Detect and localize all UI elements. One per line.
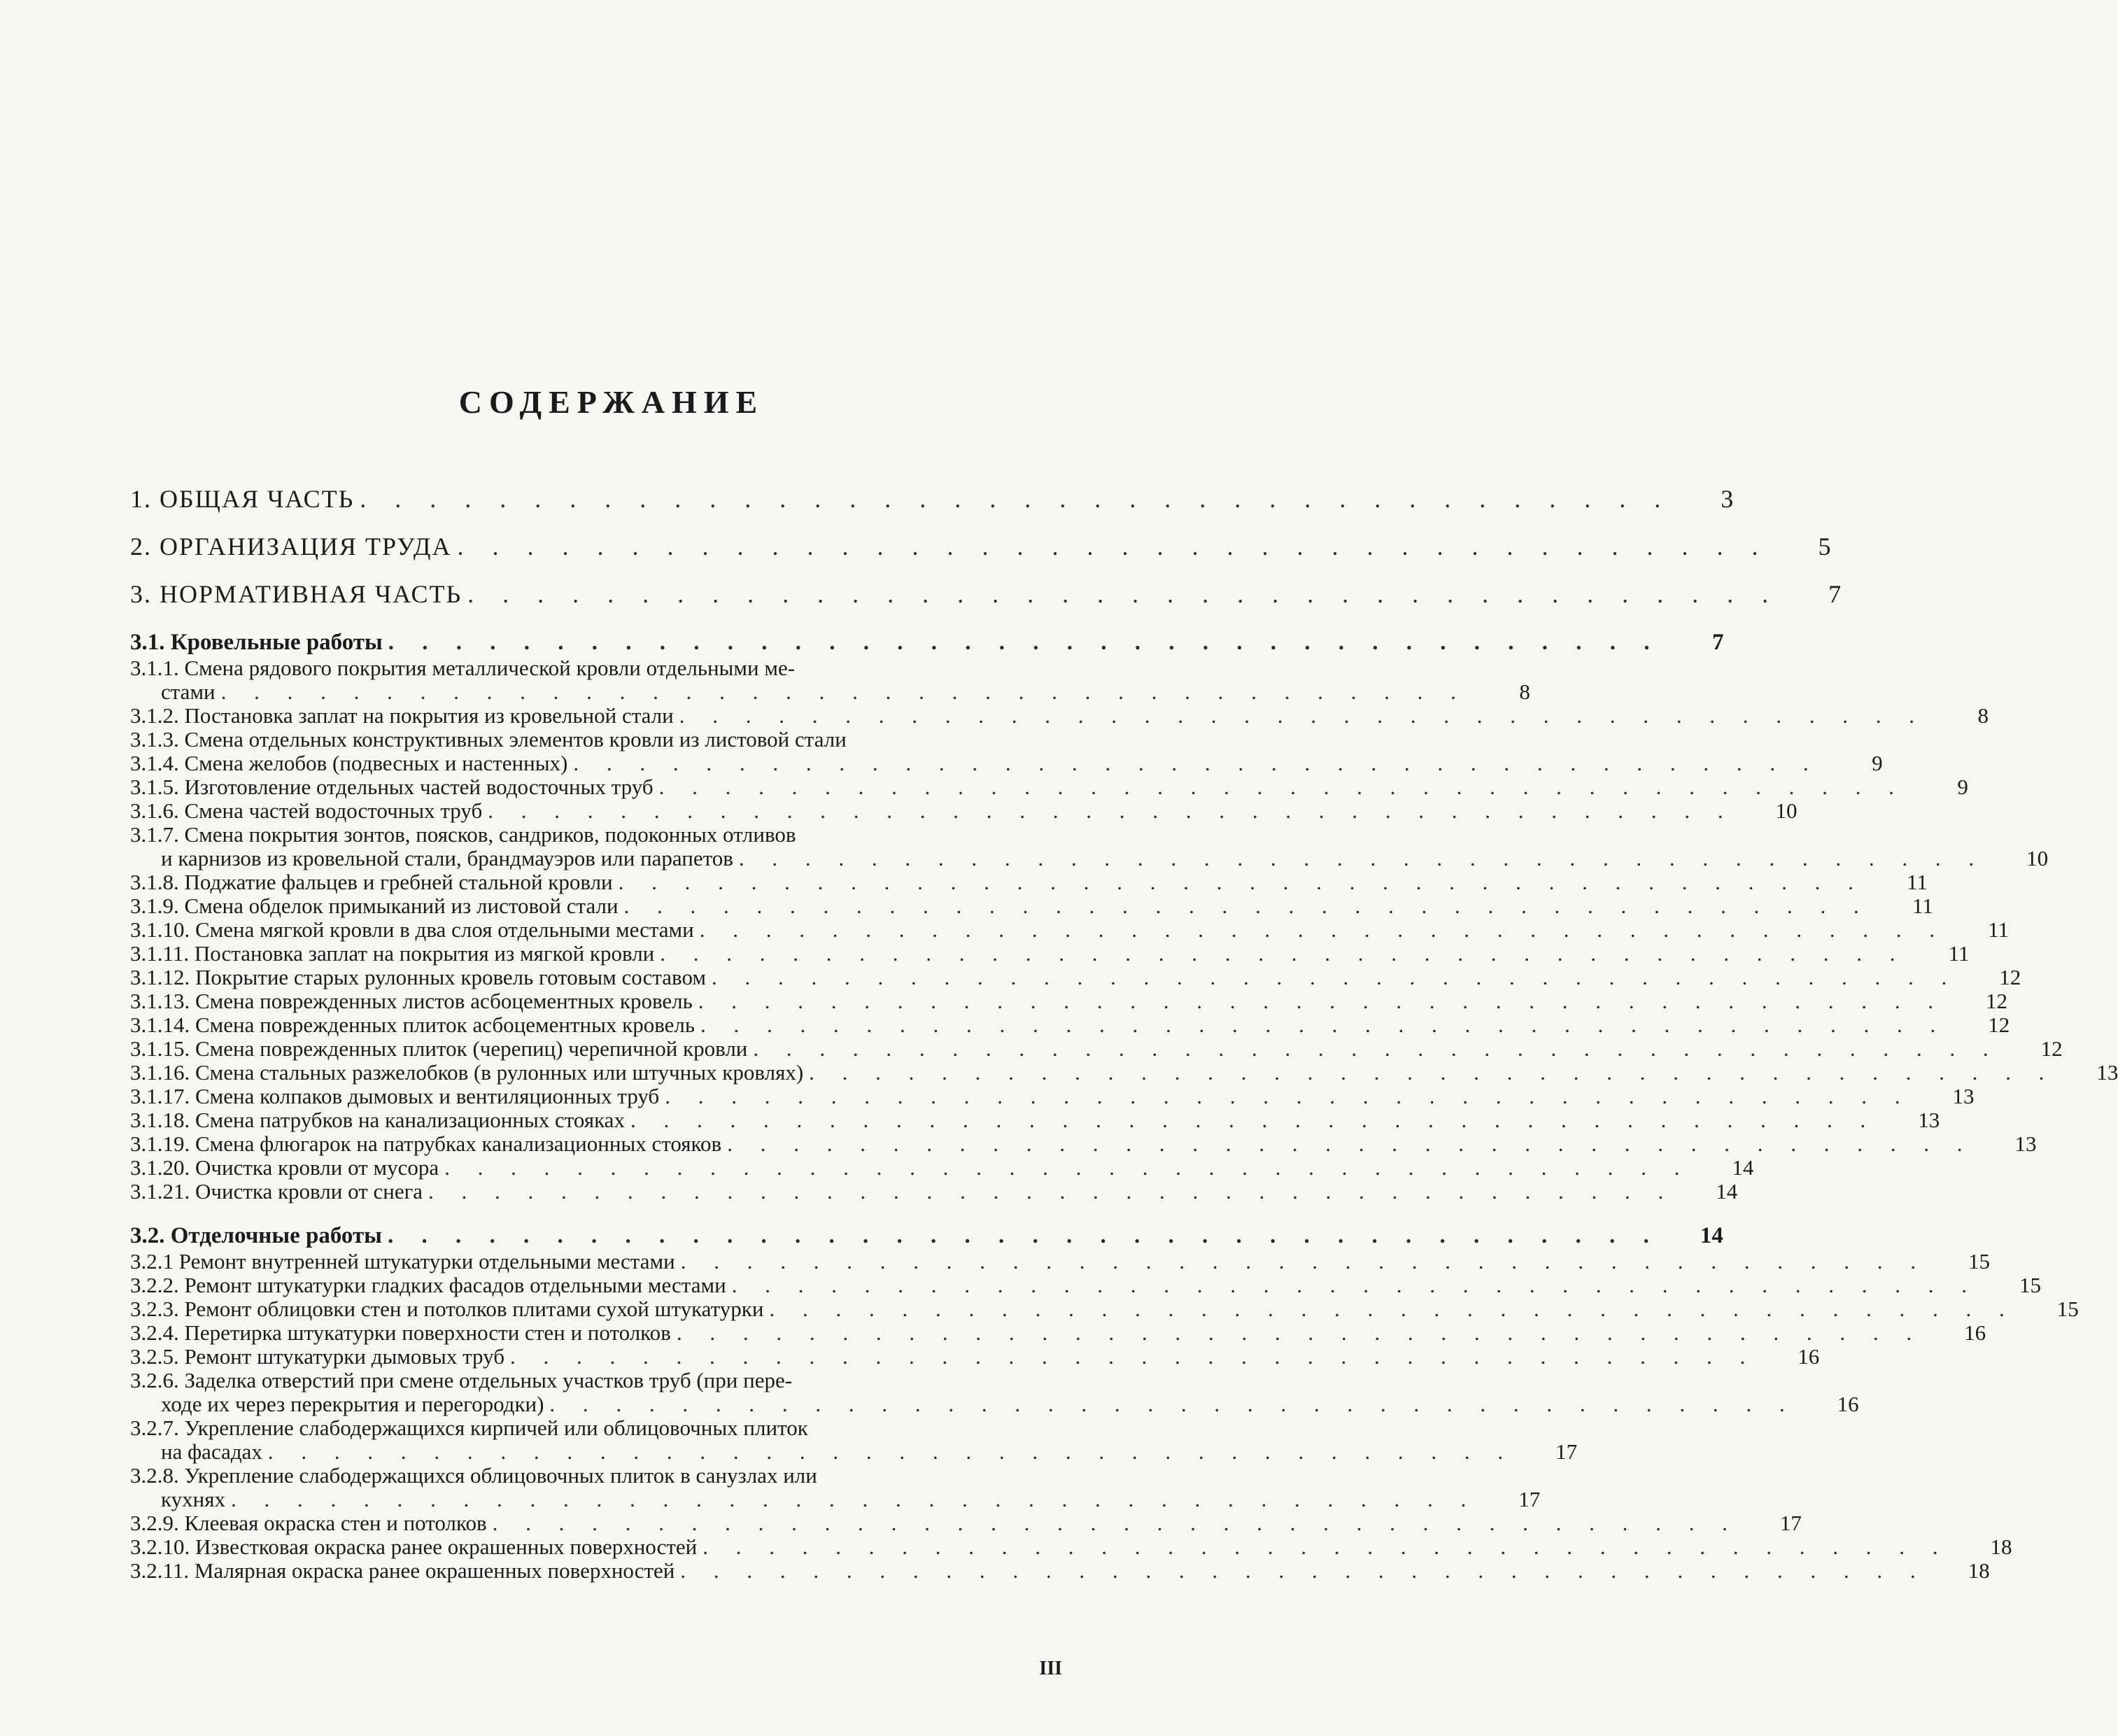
leader-dots: . . . . . . . . . . . . . . . . . . . . . . . . . . . . . . . . . . . . . . — [738, 846, 1986, 870]
toc-item-3-2-11[interactable] — [130, 1558, 1990, 1583]
toc-item-3-2-4[interactable] — [130, 1320, 1986, 1345]
toc-item-3-1-19[interactable] — [130, 1131, 2037, 1156]
toc-page-number: 12 — [1999, 965, 2021, 989]
toc-entry-label: 2. ОРГАНИЗАЦИЯ ТРУДА — [130, 532, 452, 560]
toc-page-number: 12 — [1988, 1012, 2010, 1037]
toc-item-3-1-12[interactable] — [130, 965, 2021, 989]
leader-dots: . . . . . . . . . . . . . . . . . . . . . . . . . . . . . . . . . . . . . . — [488, 798, 1735, 823]
toc-page-number: 16 — [1964, 1320, 1986, 1345]
toc-entry-label: 1. ОБЩАЯ ЧАСТЬ — [130, 485, 355, 513]
leader-dots: . . . . . . . . . . . . . . . . . . . . . . . . . . . . . . . . . . . . . . — [457, 532, 1770, 560]
toc-item-3-1-21[interactable] — [130, 1179, 1738, 1204]
toc-item-3-2-6-cont[interactable] — [130, 1392, 1859, 1416]
leader-dots: . . . . . . . . . . . . . . . . . . . . . . . . . . . . . . . . . . . . . . — [769, 1297, 2016, 1321]
toc-item-label: 3.2.4. Перетирка штукатурки поверхности стен и потолков — [130, 1320, 671, 1345]
toc-page-number: 17 — [1779, 1511, 1802, 1535]
toc-item-3-2-10[interactable] — [130, 1534, 2012, 1559]
leader-dots: . . . . . . . . . . . . . . . . . . . . . . . . . . . . . . . . . . . . . . — [444, 1155, 1691, 1180]
toc-page-number: 18 — [1968, 1558, 1990, 1583]
toc-item-label: 3.1.13. Смена поврежденных листов асбоцементных кровель — [130, 989, 693, 1013]
toc-item-3-1-8[interactable] — [130, 870, 1928, 894]
toc-item-label: ходе их через перекрытия и перегородки) — [161, 1392, 544, 1416]
toc-page-number: 12 — [2040, 1036, 2063, 1061]
leader-dots: . . . . . . . . . . . . . . . . . . . . . . . . . . . . . . . . . . . . . . — [230, 1487, 1478, 1511]
toc-item-label: 3.1.14. Смена поврежденных плиток асбоцементных кровель — [130, 1012, 696, 1037]
toc-item-3-1-14[interactable] — [130, 1012, 2010, 1037]
toc-page-number: 12 — [1986, 989, 2008, 1013]
toc-section-3-1[interactable] — [130, 628, 1724, 656]
toc-page-number: 15 — [2056, 1297, 2079, 1321]
toc-item-3-1-4[interactable] — [130, 751, 1883, 775]
toc-entry-3[interactable] — [130, 578, 1843, 610]
table-of-contents — [130, 467, 2118, 1583]
toc-item-label: 3.1.16. Смена стальных разжелобков (в рулонных или штучных кровлях) — [130, 1060, 804, 1085]
toc-page-number: 17 — [1555, 1439, 1578, 1464]
toc-item-3-2-1[interactable] — [130, 1249, 1990, 1273]
toc-item-label: 3.2.7. Укрепление слабодержащихся кирпичей или облицовочных плиток — [130, 1416, 808, 1440]
toc-item-label: 3.1.12. Покрытие старых рулонных кровель готовым составом — [130, 965, 706, 989]
toc-item-label: 3.2.6. Заделка отверстий при смене отдельных участков труб (при пере- — [130, 1368, 793, 1392]
toc-item-3-1-15[interactable] — [130, 1036, 2063, 1061]
leader-dots: . . . . . . . . . . . . . . . . . . . . . . . . . . . . . . . . . . . . . . — [731, 1273, 1978, 1297]
toc-page-number: 7 — [1712, 630, 1724, 655]
toc-page-number: 3 — [1721, 485, 1735, 513]
toc-page-number: 10 — [2026, 846, 2049, 870]
toc-item-3-1-6[interactable] — [130, 798, 1798, 823]
leader-dots: . . . . . . . . . . . . . . . . . . . . . . . . . . . . . . . . . . . . . . — [492, 1511, 1739, 1535]
toc-item-3-1-1-cont[interactable] — [130, 679, 1530, 704]
toc-item-3-2-8[interactable] — [130, 1464, 1040, 1488]
toc-item-label: 3.1.19. Смена флюгарок на патрубках канализационных стояков — [130, 1131, 722, 1156]
toc-item-label: стами — [161, 679, 216, 704]
toc-page-number: 15 — [1968, 1249, 1990, 1273]
toc-item-label: 3.2.2. Ремонт штукатурки гладких фасадов отдельными местами — [130, 1273, 726, 1297]
toc-page-number: 13 — [1918, 1108, 1940, 1132]
leader-dots: . . . . . . . . . . . . . . . . . . . . . . . . . . . . . . . . . . . . . . — [703, 1534, 1949, 1559]
toc-item-label: 3.1.17. Смена колпаков дымовых и вентиляционных труб — [130, 1084, 660, 1108]
toc-item-3-2-8-cont[interactable] — [130, 1487, 1541, 1511]
toc-item-3-1-3[interactable] — [130, 728, 1040, 751]
toc-item-label: 3.2.11. Малярная окраска ранее окрашенных поверхностей — [130, 1558, 675, 1583]
toc-item-3-1-13[interactable] — [130, 989, 2008, 1013]
toc-item-3-1-11[interactable] — [130, 941, 1970, 966]
leader-dots: . . . . . . . . . . . . . . . . . . . . . . . . . . . . . . . . . . . . . . — [676, 1320, 1923, 1345]
toc-item-3-2-7[interactable] — [130, 1416, 1040, 1440]
toc-item-label: 3.1.6. Смена частей водосточных труб — [130, 798, 483, 823]
leader-dots: . . . . . . . . . . . . . . . . . . . . . . . . . . . . . . . . . . . . . . — [660, 941, 1907, 966]
leader-dots: . . . . . . . . . . . . . . . . . . . . . . . . . . . . . . . . . . . . . . — [679, 703, 1926, 728]
toc-item-label: 3.2.8. Укрепление слабодержащихся облицовочных плиток в санузлах или — [130, 1463, 817, 1488]
toc-page-number: 14 — [1716, 1179, 1738, 1204]
toc-page-number: 9 — [1957, 775, 1968, 799]
toc-item-label: 3.1.7. Смена покрытия зонтов, поясков, сандриков, подоконных отливов — [130, 822, 796, 847]
leader-dots: . . . . . . . . . . . . . . . . . . . . . . . . . . . . . . . . . . . . . . — [658, 775, 1905, 799]
toc-page-number: 7 — [1828, 580, 1843, 608]
toc-item-label: 3.1.15. Смена поврежденных плиток (черепиц) черепичной кровли — [130, 1036, 748, 1061]
toc-entry-label: 3. НОРМАТИВНАЯ ЧАСТЬ — [130, 580, 463, 608]
toc-item-label: 3.2.3. Ремонт облицовки стен и потолков плитами сухой штукатурки — [130, 1297, 764, 1321]
leader-dots: . . . . . . . . . . . . . . . . . . . . . . . . . . . . . . . . . . . . . . — [549, 1392, 1796, 1416]
toc-item-3-1-7[interactable] — [130, 823, 1040, 847]
toc-item-3-1-7-cont[interactable] — [130, 846, 2049, 870]
toc-item-label: 3.1.20. Очистка кровли от мусора — [130, 1155, 439, 1180]
toc-page-number: 11 — [1988, 917, 2010, 942]
toc-item-3-1-16[interactable] — [130, 1060, 2118, 1085]
toc-item-3-2-3[interactable] — [130, 1297, 2079, 1321]
leader-dots: . . . . . . . . . . . . . . . . . . . . . . . . . . . . . . . . . . . . . . — [753, 1036, 2000, 1061]
leader-dots: . . . . . . . . . . . . . . . . . . . . . . . . . . . . . . . . . . . . . . — [428, 1179, 1675, 1204]
leader-dots: . . . . . . . . . . . . . . . . . . . . . . . . . . . . . . . . . . . . . . — [698, 989, 1945, 1013]
toc-item-3-1-10[interactable] — [130, 917, 2010, 942]
toc-item-3-1-17[interactable] — [130, 1084, 1975, 1108]
toc-item-label: 3.1.5. Изготовление отдельных частей водосточных труб — [130, 775, 654, 799]
toc-item-label: 3.1.11. Постановка заплат на покрытия из мягкой кровли — [130, 941, 655, 966]
leader-dots: . . . . . . . . . . . . . . . . . . . . . . . . . . . . . . . . . . . . . . — [467, 580, 1780, 608]
toc-item-3-2-7-cont[interactable] — [130, 1439, 1578, 1464]
toc-item-3-1-9[interactable] — [130, 894, 1933, 918]
toc-item-label: 3.1.9. Смена обделок примыканий из листовой стали — [130, 894, 619, 918]
toc-item-label: 3.1.18. Смена патрубков на канализационных стояках — [130, 1108, 625, 1132]
leader-dots: . . . . . . . . . . . . . . . . . . . . . . . . . . . . . . . . . . . . . . — [623, 894, 1870, 918]
toc-page-number: 13 — [2096, 1060, 2118, 1085]
leader-dots: . . . . . . . . . . . . . . . . . . . . . . . . . . . . . . . . . . . . . . — [388, 630, 1661, 655]
toc-page-number: 16 — [1837, 1392, 1859, 1416]
toc-item-label: и карнизов из кровельной стали, брандмауэров или парапетов — [161, 846, 733, 870]
toc-item-3-1-18[interactable] — [130, 1108, 1940, 1132]
leader-dots: . . . . . . . . . . . . . . . . . . . . . . . . . . . . . . . . . . . . . . — [711, 965, 1958, 989]
leader-dots: . . . . . . . . . . . . . . . . . . . . . . . . . . . . . . . . . . . . . . — [700, 1012, 1947, 1037]
toc-page-number: 8 — [1977, 703, 1989, 728]
toc-page-number: 14 — [1732, 1155, 1754, 1180]
toc-item-label: 3.1.10. Смена мягкой кровли в два слоя отдельными местами — [130, 917, 694, 942]
toc-page-number: 14 — [1700, 1223, 1723, 1248]
leader-dots: . . . . . . . . . . . . . . . . . . . . . . . . . . . . . . . . . . . . . . — [665, 1084, 1912, 1108]
page-title: СОДЕРЖАНИЕ — [458, 384, 765, 420]
leader-dots: . . . . . . . . . . . . . . . . . . . . . . . . . . . . . . . . . . . . . . — [727, 1131, 1974, 1156]
toc-page-number: 13 — [2014, 1131, 2037, 1156]
toc-page-number: 11 — [1907, 870, 1928, 894]
toc-item-label: на фасадах — [161, 1439, 262, 1464]
toc-item-label: 3.1.2. Постановка заплат на покрытия из кровельной стали — [130, 703, 674, 728]
leader-dots: . . . . . . . . . . . . . . . . . . . . . . . . . . . . . . . . . . . . . . — [360, 485, 1672, 513]
toc-item-label: 3.2.10. Известковая окраска ранее окрашенных поверхностей — [130, 1534, 698, 1559]
toc-section-3-2[interactable] — [130, 1222, 1723, 1250]
toc-item-3-2-6[interactable] — [130, 1369, 1040, 1392]
toc-page-number: 8 — [1519, 679, 1530, 704]
leader-dots: . . . . . . . . . . . . . . . . . . . . . . . . . . . . . . . . . . . . . . — [573, 751, 1820, 775]
leader-dots: . . . . . . . . . . . . . . . . . . . . . . . . . . . . . . . . . . . . . . — [680, 1558, 1927, 1583]
toc-item-label: 3.2.1 Ремонт внутренней штукатурки отдельными местами — [130, 1249, 675, 1273]
toc-item-label: кухнях — [161, 1487, 225, 1511]
toc-item-label: 3.2.5. Ремонт штукатурки дымовых труб — [130, 1344, 505, 1369]
leader-dots: . . . . . . . . . . . . . . . . . . . . . . . . . . . . . . . . . . . . . . — [809, 1060, 2056, 1085]
toc-item-label: 3.2.9. Клеевая окраска стен и потолков — [130, 1511, 487, 1535]
leader-dots: . . . . . . . . . . . . . . . . . . . . . . . . . . . . . . . . . . . . . . — [220, 679, 1467, 704]
toc-page-number: 11 — [1948, 941, 1970, 966]
leader-dots: . . . . . . . . . . . . . . . . . . . . . . . . . . . . . . . . . . . . . . — [510, 1344, 1757, 1369]
toc-page-number: 5 — [1818, 532, 1833, 560]
leader-dots: . . . . . . . . . . . . . . . . . . . . . . . . . . . . . . . . . . . . . . — [267, 1439, 1515, 1464]
toc-item-3-1-1[interactable] — [130, 656, 1040, 680]
toc-item-3-1-2[interactable] — [130, 703, 1989, 728]
leader-dots: . . . . . . . . . . . . . . . . . . . . . . . . . . . . . . . . . . . . . . — [618, 870, 1865, 894]
toc-entry-1[interactable] — [130, 483, 1735, 515]
toc-page-number: 16 — [1798, 1344, 1820, 1369]
toc-item-label: 3.1.1. Смена рядового покрытия металлической кровли отдельными ме- — [130, 656, 796, 680]
toc-item-3-1-5[interactable] — [130, 775, 1968, 799]
toc-entry-2[interactable] — [130, 530, 1833, 563]
leader-dots: . . . . . . . . . . . . . . . . . . . . . . . . . . . . . . . . . . . . . . — [630, 1108, 1877, 1132]
toc-item-label: 3.1.4. Смена желобов (подвесных и настенных) — [130, 751, 568, 775]
toc-page-number: 9 — [1872, 751, 1883, 775]
page-number-mark: III — [1039, 1658, 1062, 1679]
toc-item-label: 3.1.21. Очистка кровли от снега — [130, 1179, 423, 1204]
toc-page-number: 10 — [1775, 798, 1798, 823]
toc-page-number: 11 — [1912, 894, 1933, 918]
toc-item-label: 3.1.3. Смена отдельных конструктивных элементов кровли из листовой стали — [130, 727, 847, 751]
toc-section-heading: 3.2. Отделочные работы — [130, 1223, 382, 1248]
toc-item-3-2-2[interactable] — [130, 1273, 2041, 1297]
leader-dots: . . . . . . . . . . . . . . . . . . . . . . . . . . . . . . . . . . . . . . — [699, 917, 1947, 942]
toc-item-3-2-5[interactable] — [130, 1344, 1820, 1369]
toc-item-3-2-9[interactable] — [130, 1511, 1802, 1535]
toc-item-label: 3.1.8. Поджатие фальцев и гребней стальной кровли — [130, 870, 613, 894]
leader-dots: . . . . . . . . . . . . . . . . . . . . . . . . . . . . . . . . . . . . . . — [680, 1249, 1927, 1273]
toc-page-number: 13 — [1952, 1084, 1975, 1108]
toc-item-3-1-20[interactable] — [130, 1155, 1754, 1180]
toc-page-number: 15 — [2019, 1273, 2041, 1297]
toc-page-number: 17 — [1518, 1487, 1541, 1511]
toc-page-number: 18 — [1990, 1534, 2012, 1559]
toc-section-heading: 3.1. Кровельные работы — [130, 630, 383, 655]
leader-dots: . . . . . . . . . . . . . . . . . . . . . . . . . . . . . . . . . . . . . . — [387, 1223, 1660, 1248]
